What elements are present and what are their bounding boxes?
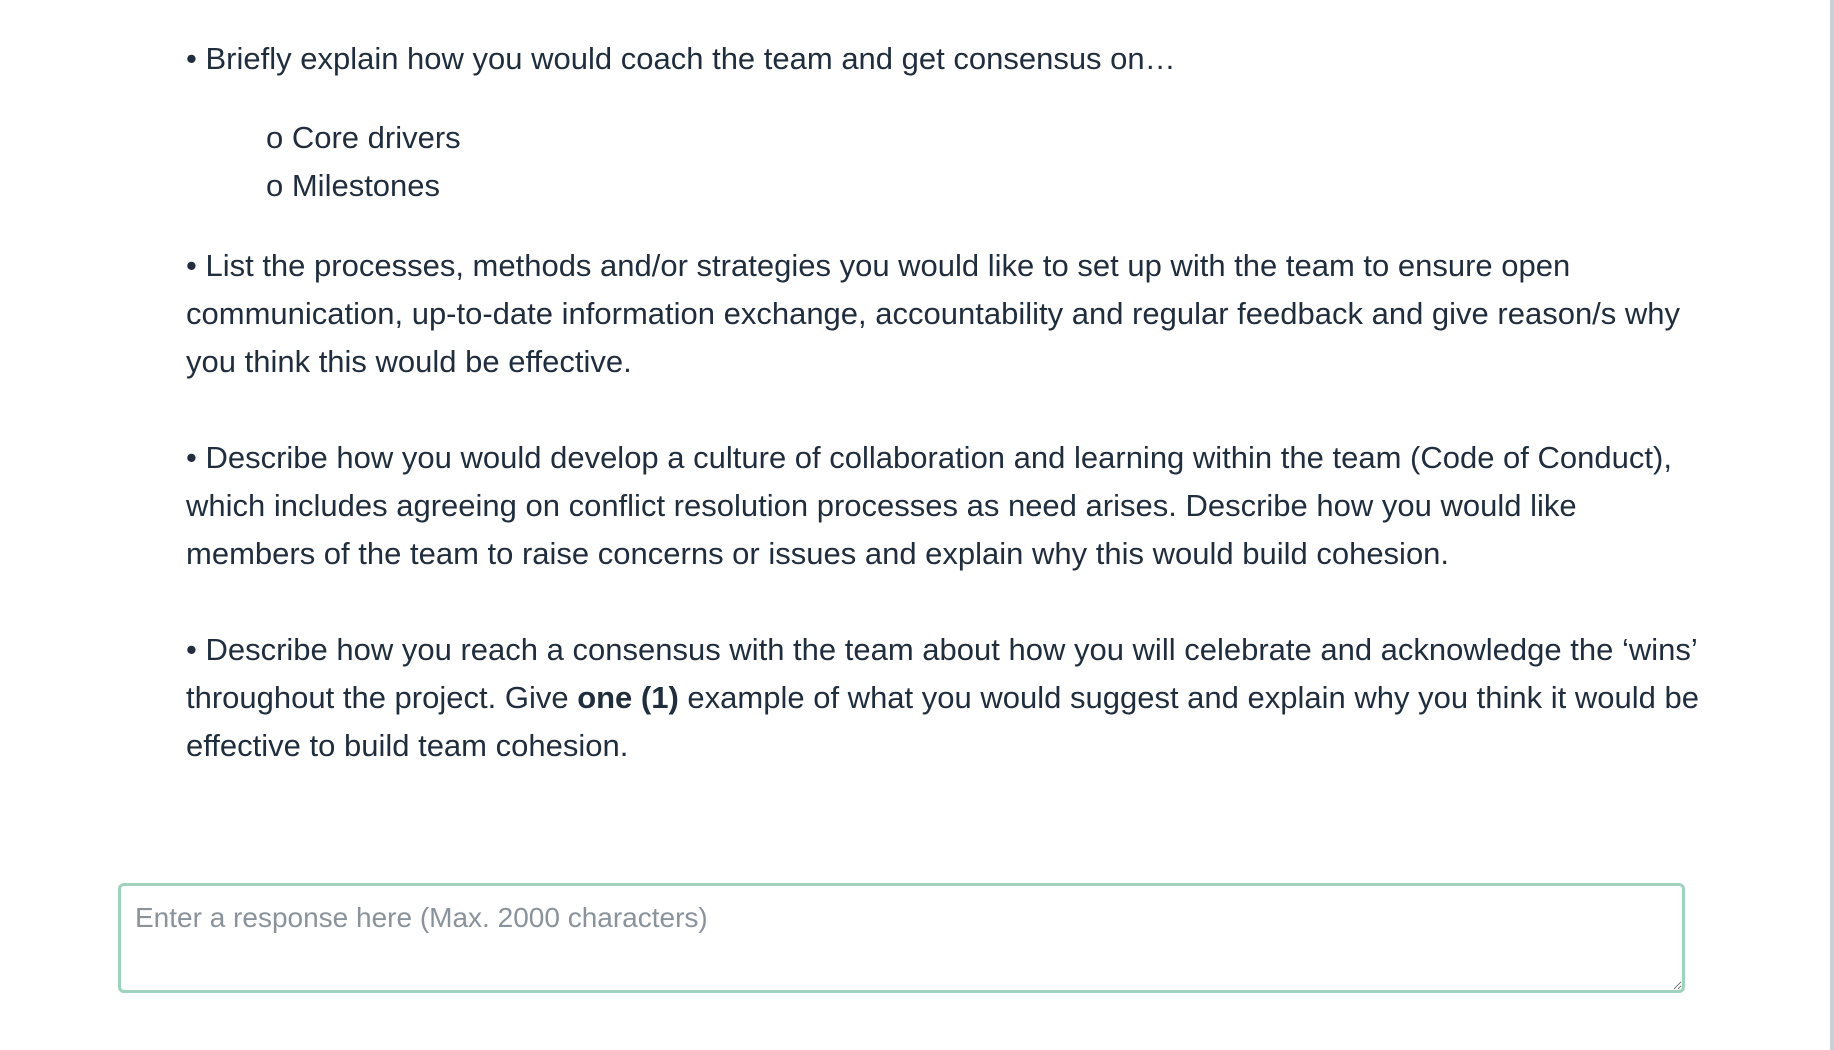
sublist-item-core-drivers: o Core drivers (266, 120, 461, 155)
celebrate-text-end: example of what you would suggest and explain why you think it would be effective to build team cohesion. (186, 680, 1699, 763)
consensus-sublist (266, 114, 461, 210)
celebrate-text-start: • Describe how you reach a consensus with the team about how you will celebrate and acknowledge the ‘wins’ throughout the project. Give (186, 632, 1697, 715)
question-bullet-culture: • Describe how you would develop a culture of collaboration and learning within the team (Code of Conduct), which includes agreeing on conflict resolution processes as need arises. Describe how you would like members of the team to raise concerns or issues and explain why this would build cohesion. (186, 440, 1672, 571)
response-textarea[interactable] (118, 883, 1685, 993)
response-container (118, 883, 1685, 993)
question-bullet-coach: • Briefly explain how you would coach the team and get consensus on… (186, 41, 1176, 76)
celebrate-text-emphasis: one (1) (577, 680, 679, 715)
page-scrollbar[interactable] (1830, 0, 1834, 1050)
question-bullet-processes: • List the processes, methods and/or strategies you would like to set up with the team to ensure open communication, up-to-date information exchange, accountability and regular feedback and give reason/s why you think this would be effective. (186, 248, 1681, 379)
sublist-item-milestones: o Milestones (266, 168, 441, 203)
question-bullet-celebrate (186, 626, 1726, 770)
